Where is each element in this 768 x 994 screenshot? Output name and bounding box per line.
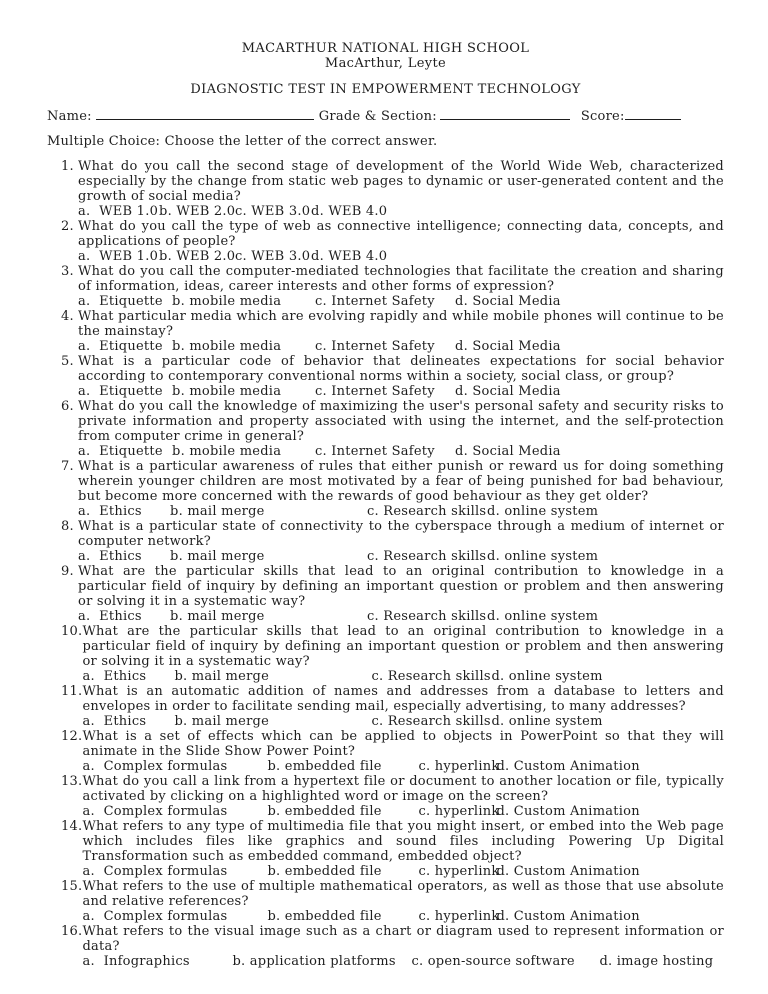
school-name: MACARTHUR NATIONAL HIGH SCHOOL bbox=[241, 41, 530, 56]
choice-b: b. mail merge bbox=[170, 549, 265, 564]
choice-a: a. WEB 1.0 bbox=[78, 204, 159, 219]
score-blank-line bbox=[625, 107, 681, 120]
question-number: 8. bbox=[61, 519, 74, 534]
choice-a: a. Complex formulas bbox=[82, 759, 228, 774]
question-item bbox=[61, 159, 724, 219]
choice-a: a. Complex formulas bbox=[82, 909, 228, 924]
grade-section-label: Grade & Section: bbox=[318, 109, 437, 124]
choices-line bbox=[82, 714, 724, 729]
question-item bbox=[61, 879, 724, 924]
choice-d: d. online system bbox=[491, 714, 603, 729]
choice-d: d. Social Media bbox=[455, 384, 561, 399]
question-item bbox=[61, 219, 724, 264]
question-item bbox=[61, 564, 724, 624]
choice-c: c. open-source software bbox=[411, 954, 575, 969]
question-number: 1. bbox=[61, 159, 74, 174]
choice-d: d. Custom Animation bbox=[496, 909, 640, 924]
choice-a: a. Complex formulas bbox=[82, 804, 228, 819]
question-number: 16. bbox=[61, 924, 83, 939]
choice-b: b. mail merge bbox=[170, 609, 265, 624]
question-number: 6. bbox=[61, 399, 74, 414]
question-text: What are the particular skills that lead to an original contribution to knowledge in a particular field of inquiry by defining an important question or problem and then answering or solving it in a systematic way? bbox=[78, 564, 724, 609]
choice-d: d. Custom Animation bbox=[496, 864, 640, 879]
question-body bbox=[78, 354, 724, 399]
choice-c: c. Internet Safety bbox=[315, 339, 435, 354]
choice-b: b. WEB 2.0 bbox=[159, 204, 236, 219]
question-text: What is a particular code of behavior that delineates expectations for social behavior according to contemporary conventional norms within a society, social class, or group? bbox=[78, 354, 724, 384]
question-body bbox=[78, 459, 724, 519]
choice-c: c. Research skills bbox=[367, 549, 487, 564]
question-text: What do you call the computer-mediated technologies that facilitate the creation and sharing of information, ideas, career interests and other forms of expression? bbox=[78, 264, 724, 294]
choice-c: c. Internet Safety bbox=[315, 444, 435, 459]
question-number: 2. bbox=[61, 219, 74, 234]
question-body bbox=[82, 819, 724, 879]
instructions-text: Multiple Choice: Choose the letter of the correct answer. bbox=[47, 134, 438, 149]
choice-b: b. mail merge bbox=[174, 714, 270, 729]
question-text: What do you call the second stage of development of the World Wide Web, characterized especially by the change from static web pages to dynamic or user-generated content and the growth of social media? bbox=[78, 159, 724, 204]
question-body bbox=[82, 684, 724, 729]
choice-b: b. mail merge bbox=[170, 504, 265, 519]
question-item bbox=[61, 624, 724, 684]
choices-line bbox=[78, 609, 724, 624]
question-text: What refers to the visual image such as a chart or diagram used to represent information or data? bbox=[82, 924, 724, 954]
choices-line bbox=[78, 384, 724, 399]
choice-b: b. mobile media bbox=[172, 384, 282, 399]
question-body bbox=[78, 519, 724, 564]
question-item bbox=[61, 264, 724, 309]
question-body bbox=[82, 729, 724, 774]
question-text: What do you call a link from a hypertext file or document to another location or file, typically activated by clicking on a highlighted word or image on the screen? bbox=[82, 774, 724, 804]
choice-d: d. online system bbox=[487, 609, 599, 624]
choice-d: d. Custom Animation bbox=[496, 804, 640, 819]
choice-d: d. Custom Animation bbox=[496, 759, 640, 774]
choices-line bbox=[82, 804, 724, 819]
choice-c: c. hyperlink bbox=[418, 909, 500, 924]
choice-a: a. Ethics bbox=[78, 504, 142, 519]
question-number: 4. bbox=[61, 309, 74, 324]
choice-d: d. online system bbox=[491, 669, 603, 684]
choice-c: c. hyperlink bbox=[418, 864, 500, 879]
choices-line bbox=[78, 444, 724, 459]
choice-b: b. WEB 2.0 bbox=[159, 249, 236, 264]
choice-c: c. Research skills bbox=[371, 669, 491, 684]
question-item bbox=[61, 399, 724, 459]
choices-line bbox=[78, 504, 724, 519]
choice-a: a. Etiquette bbox=[78, 294, 163, 309]
choice-a: a. Ethics bbox=[82, 714, 147, 729]
name-blank-line bbox=[96, 107, 314, 120]
question-number: 12. bbox=[61, 729, 83, 744]
choice-a: a. Etiquette bbox=[78, 339, 163, 354]
choice-a: a. Ethics bbox=[82, 669, 147, 684]
question-text: What is a particular awareness of rules that either punish or reward us for doing something wherein younger children are most motivated by a fear of being punished for bad behaviour, but become more concerned with the rewards of good behaviour as they get older? bbox=[78, 459, 724, 504]
choices-line bbox=[78, 294, 724, 309]
choice-a: a. Ethics bbox=[78, 609, 142, 624]
question-number: 5. bbox=[61, 354, 74, 369]
school-location: MacArthur, Leyte bbox=[324, 56, 447, 71]
question-body bbox=[78, 159, 724, 219]
question-body bbox=[78, 564, 724, 624]
question-list bbox=[61, 159, 724, 969]
question-text: What are the particular skills that lead to an original contribution to knowledge in a particular field of inquiry by defining an important question or problem and then answering or solving it in a systematic way? bbox=[82, 624, 724, 669]
question-item bbox=[61, 924, 724, 969]
choice-b: b. mobile media bbox=[172, 444, 282, 459]
choice-d: d. WEB 4.0 bbox=[311, 249, 388, 264]
choices-line bbox=[82, 669, 724, 684]
choices-line bbox=[78, 249, 724, 264]
question-item bbox=[61, 819, 724, 879]
choice-c: c. hyperlink bbox=[418, 804, 500, 819]
question-text: What is a particular state of connectivity to the cyberspace through a medium of internet or computer network? bbox=[78, 519, 724, 549]
choice-b: b. embedded file bbox=[267, 804, 382, 819]
test-title: DIAGNOSTIC TEST IN EMPOWERMENT TECHNOLOGY bbox=[190, 82, 581, 97]
question-text: What refers to any type of multimedia file that you might insert, or embed into the Web page which includes files like graphics and sound files including Powering Up Digital Transformation such as embedded command, embedded object? bbox=[82, 819, 724, 864]
name-label: Name: bbox=[47, 109, 92, 124]
choice-b: b. embedded file bbox=[267, 864, 382, 879]
question-body bbox=[78, 309, 724, 354]
choice-d: d. online system bbox=[487, 549, 599, 564]
choice-c: c. hyperlink bbox=[418, 759, 500, 774]
choices-line bbox=[82, 954, 724, 969]
choice-c: c. Research skills bbox=[367, 609, 487, 624]
question-text: What do you call the type of web as connective intelligence; connecting data, concepts, and applications of people? bbox=[78, 219, 724, 249]
question-number: 14. bbox=[61, 819, 83, 834]
choices-line bbox=[78, 339, 724, 354]
student-info-row bbox=[47, 107, 724, 124]
choice-d: d. image hosting bbox=[599, 954, 714, 969]
choice-c: c. Internet Safety bbox=[315, 384, 435, 399]
question-number: 11. bbox=[61, 684, 83, 699]
choice-c: c. WEB 3.0 bbox=[235, 204, 311, 219]
question-item bbox=[61, 774, 724, 819]
choice-b: b. embedded file bbox=[267, 909, 382, 924]
score-label: Score: bbox=[580, 109, 625, 124]
question-number: 3. bbox=[61, 264, 74, 279]
choice-d: d. Social Media bbox=[455, 444, 561, 459]
choice-a: a. Etiquette bbox=[78, 384, 163, 399]
choices-line bbox=[78, 549, 724, 564]
question-body bbox=[82, 774, 724, 819]
question-number: 15. bbox=[61, 879, 83, 894]
choice-b: b. mail merge bbox=[174, 669, 270, 684]
question-text: What particular media which are evolving rapidly and while mobile phones will continue to be the mainstay? bbox=[78, 309, 724, 339]
question-item bbox=[61, 309, 724, 354]
question-text: What refers to the use of multiple mathematical operators, as well as those that use absolute and relative references? bbox=[82, 879, 724, 909]
question-item bbox=[61, 729, 724, 774]
choice-b: b. mobile media bbox=[172, 339, 282, 354]
question-text: What do you call the knowledge of maximizing the user's personal safety and security risks to private information and property associated with using the internet, and the self-protection from computer crime in general? bbox=[78, 399, 724, 444]
question-item bbox=[61, 684, 724, 729]
question-item bbox=[61, 354, 724, 399]
choice-b: b. mobile media bbox=[172, 294, 282, 309]
choice-b: b. application platforms bbox=[232, 954, 396, 969]
grade-section-blank-line bbox=[440, 107, 570, 120]
question-body bbox=[82, 924, 724, 969]
question-number: 9. bbox=[61, 564, 74, 579]
question-item bbox=[61, 459, 724, 519]
question-text: What is a set of effects which can be applied to objects in PowerPoint so that they will animate in the Slide Show Power Point? bbox=[82, 729, 724, 759]
question-text: What is an automatic addition of names and addresses from a database to letters and envelopes in order to facilitate sending mail, especially advertising, to many addresses? bbox=[82, 684, 724, 714]
question-number: 7. bbox=[61, 459, 74, 474]
choices-line bbox=[82, 759, 724, 774]
choice-d: d. WEB 4.0 bbox=[311, 204, 388, 219]
choice-a: a. WEB 1.0 bbox=[78, 249, 159, 264]
choices-line bbox=[82, 909, 724, 924]
choices-line bbox=[82, 864, 724, 879]
choice-d: d. online system bbox=[487, 504, 599, 519]
choice-c: c. Research skills bbox=[367, 504, 487, 519]
choice-a: a. Ethics bbox=[78, 549, 142, 564]
choice-d: d. Social Media bbox=[455, 294, 561, 309]
question-body bbox=[82, 624, 724, 684]
question-number: 13. bbox=[61, 774, 83, 789]
question-body bbox=[78, 219, 724, 264]
question-body bbox=[82, 879, 724, 924]
choice-d: d. Social Media bbox=[455, 339, 561, 354]
document-header bbox=[47, 41, 724, 97]
choice-a: a. Infographics bbox=[82, 954, 190, 969]
choice-c: c. WEB 3.0 bbox=[235, 249, 311, 264]
choice-a: a. Etiquette bbox=[78, 444, 163, 459]
choice-b: b. embedded file bbox=[267, 759, 382, 774]
choice-c: c. Research skills bbox=[371, 714, 491, 729]
choice-a: a. Complex formulas bbox=[82, 864, 228, 879]
question-number: 10. bbox=[61, 624, 83, 639]
question-body bbox=[78, 264, 724, 309]
choice-c: c. Internet Safety bbox=[315, 294, 435, 309]
question-body bbox=[78, 399, 724, 459]
question-item bbox=[61, 519, 724, 564]
choices-line bbox=[78, 204, 724, 219]
